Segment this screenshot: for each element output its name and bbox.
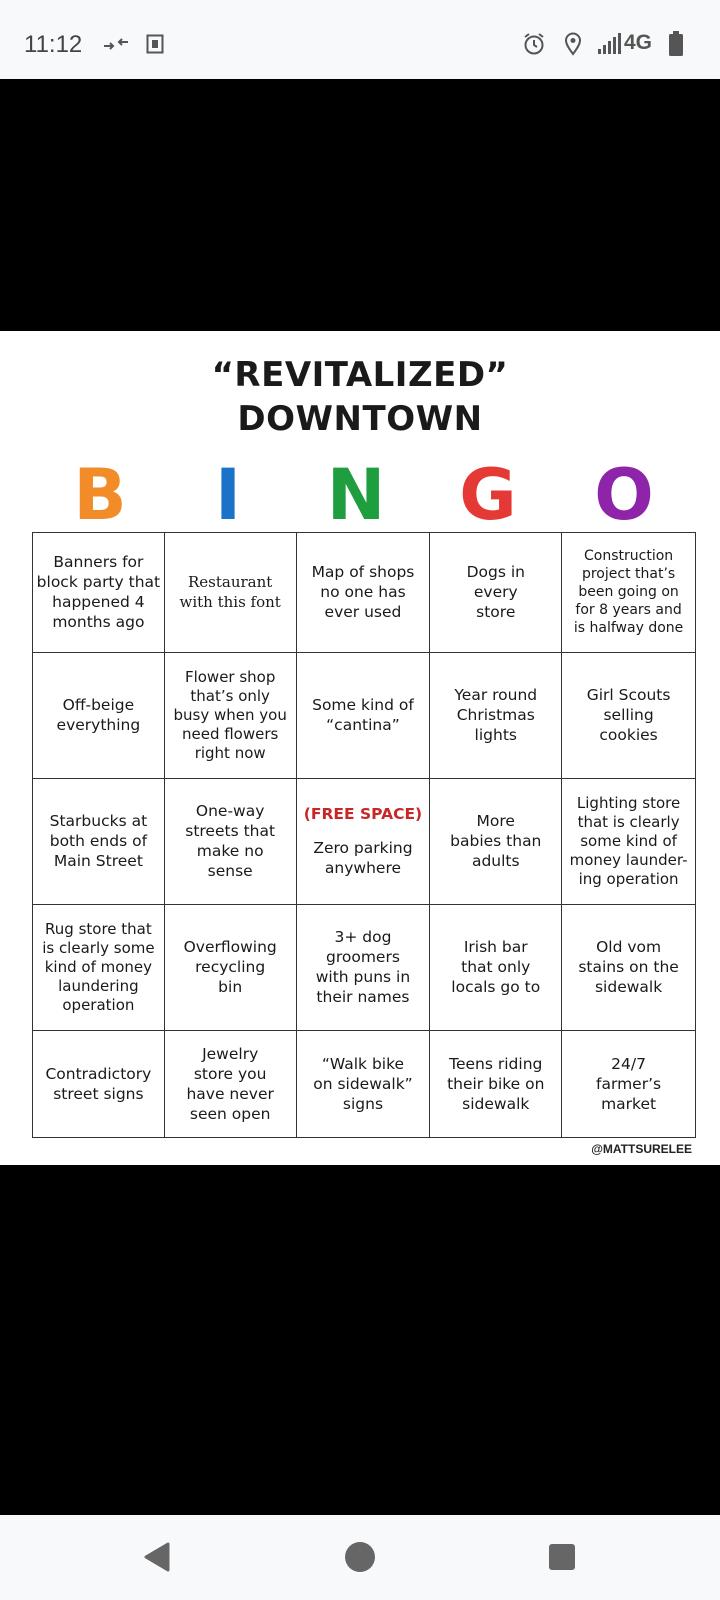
bingo-cell: One-way streets that make no sense [164,778,296,904]
bingo-cell: Rug store that is clearly some kind of money laundering operation [33,904,165,1030]
free-space-text: Zero parking anywhere [313,839,413,878]
bingo-grid [32,532,696,1138]
bingo-cell: Contradictory street signs [33,1030,165,1137]
bingo-letter-b: B [73,454,127,536]
bingo-cell: Flower shop that’s only busy when you need flowers right now [164,652,296,778]
bingo-cell: “Walk bike on sidewalk” signs [296,1030,430,1137]
bingo-cell: 3+ dog groomers with puns in their names [296,904,430,1030]
bingo-cell: More babies than adults [430,778,562,904]
bingo-cell: Lighting store that is clearly some kind of money launder- ing operation [562,778,696,904]
navigation-bar [0,1515,720,1600]
bingo-row [33,904,696,1030]
recents-button[interactable] [542,1537,582,1581]
home-circle-icon [340,1537,380,1577]
bingo-cell: Construction project that’s been going on for 8 years and is halfway done [562,533,696,653]
recents-square-icon [542,1537,582,1577]
status-bar [0,0,720,79]
bingo-letter-n: N [326,454,386,536]
bingo-letters [0,455,720,535]
free-space-label: (FREE SPACE) [303,805,423,824]
back-button[interactable] [138,1537,178,1581]
image-letterbox-top [0,79,720,331]
bingo-cell: Jewelry store you have never seen open [164,1030,296,1137]
bingo-free-space-cell [296,778,430,904]
alarm-icon [522,32,546,60]
network-type-label: 4G [624,31,653,54]
bingo-cell: Some kind of “cantina” [296,652,430,778]
bingo-title-line1: “REVITALIZED” [211,355,509,395]
bingo-cell: Starbucks at both ends of Main Street [33,778,165,904]
location-icon [563,32,583,60]
bingo-cell: Girl Scouts selling cookies [562,652,696,778]
back-triangle-icon [138,1537,178,1577]
bingo-cell: Overflowing recycling bin [164,904,296,1030]
author-credit: @MATTSURELEE [591,1142,692,1156]
bingo-cell: Old vom stains on the sidewalk [562,904,696,1030]
bingo-cell: 24/7 farmer’s market [562,1030,696,1137]
bingo-row [33,778,696,904]
bingo-row [33,1030,696,1137]
home-button[interactable] [340,1537,380,1581]
bingo-image[interactable] [0,331,720,1165]
bingo-title-line2: DOWNTOWN [237,399,483,439]
data-transfer-icon [102,36,130,56]
bingo-cell: Dogs in every store [430,533,562,653]
bingo-cell: Teens riding their bike on sidewalk [430,1030,562,1137]
status-time: 11:12 [24,31,83,58]
signal-icon [597,33,623,59]
bingo-letter-o: O [594,454,654,536]
battery-icon [668,31,684,61]
image-letterbox-bottom [0,1165,720,1515]
bingo-cell: Banners for block party that happened 4 months ago [33,533,165,653]
bingo-row [33,533,696,653]
bingo-cell: Irish bar that only locals go to [430,904,562,1030]
notification-icon [146,34,164,58]
bingo-cell: Off-beige everything [33,652,165,778]
bingo-cell: Map of shops no one has ever used [296,533,430,653]
bingo-letter-g: G [459,454,517,536]
bingo-letter-i: I [214,454,242,536]
bingo-cell: Year round Christmas lights [430,652,562,778]
bingo-cell: Restaurant with this font [164,533,296,653]
bingo-row [33,652,696,778]
